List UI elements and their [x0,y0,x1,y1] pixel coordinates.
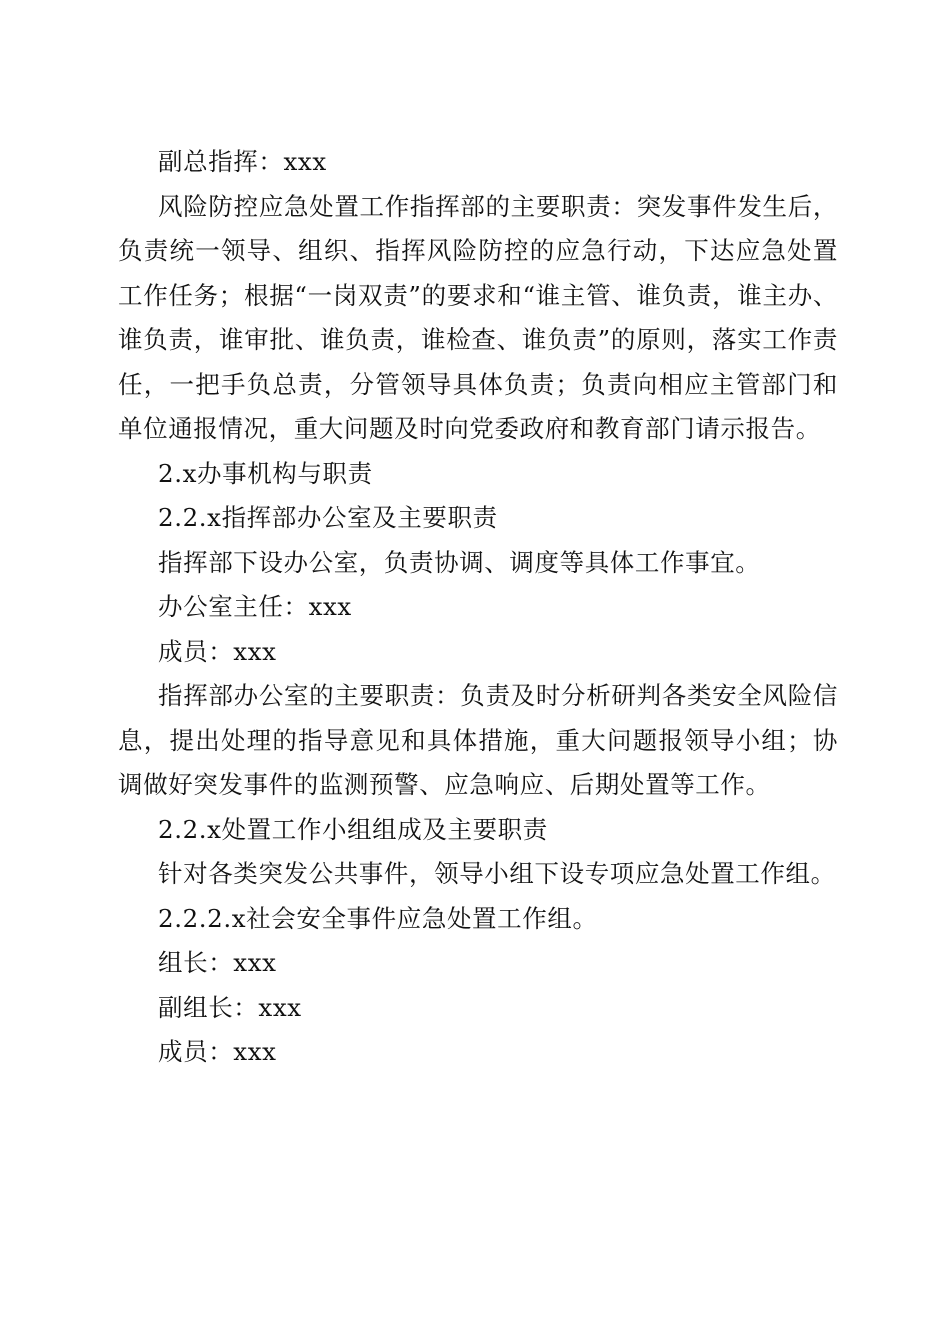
deputy-commander-line: 副总指挥：xxx [158,147,327,176]
section-heading-office: 2.x办事机构与职责 [158,458,373,488]
deputy-group-leader-line: 副组长：xxx [158,992,302,1022]
subsection-heading-social-security: 2.2.2.x社会安全事件应急处置工作组。 [158,903,598,933]
office-setup-paragraph: 指挥部下设办公室，负责协调、调度等具体工作事宜。 [158,547,761,577]
document-body [118,140,838,1075]
working-groups-paragraph: 针对各类突发公共事件，领导小组下设专项应急处置工作组。 [158,859,836,888]
group-members-line: 成员：xxx [158,1037,277,1066]
office-director-line: 办公室主任：xxx [158,592,352,621]
office-members-line: 成员：xxx [158,636,277,666]
subsection-heading-working-groups: 2.2.x处置工作小组组成及主要职责 [158,814,548,844]
command-duties-paragraph: 风险防控应急处置工作指挥部的主要职责：突发事件发生后，负责统一领导、组织、指挥风险防控的应急行动，下达应急处置工作任务；根据“一岗双责”的要求和“谁主管、谁负责，谁主办、谁负责，谁审批、谁负责，谁检查、谁负责”的原则，落实工作责任，一把手负总责，分管领导具体负责；负责向相应主管部门和单位通报情况，重大问题及时向党委政府和教育部门请示报告。 [118,191,838,443]
group-leader-line: 组长：xxx [158,948,277,977]
subsection-heading-command-office: 2.2.x指挥部办公室及主要职责 [158,503,498,532]
office-duties-paragraph: 指挥部办公室的主要职责：负责及时分析研判各类安全风险信息，提出处理的指导意见和具体措施，重大问题报领导小组；协调做好突发事件的监测预警、应急响应、后期处置等工作。 [118,681,838,799]
